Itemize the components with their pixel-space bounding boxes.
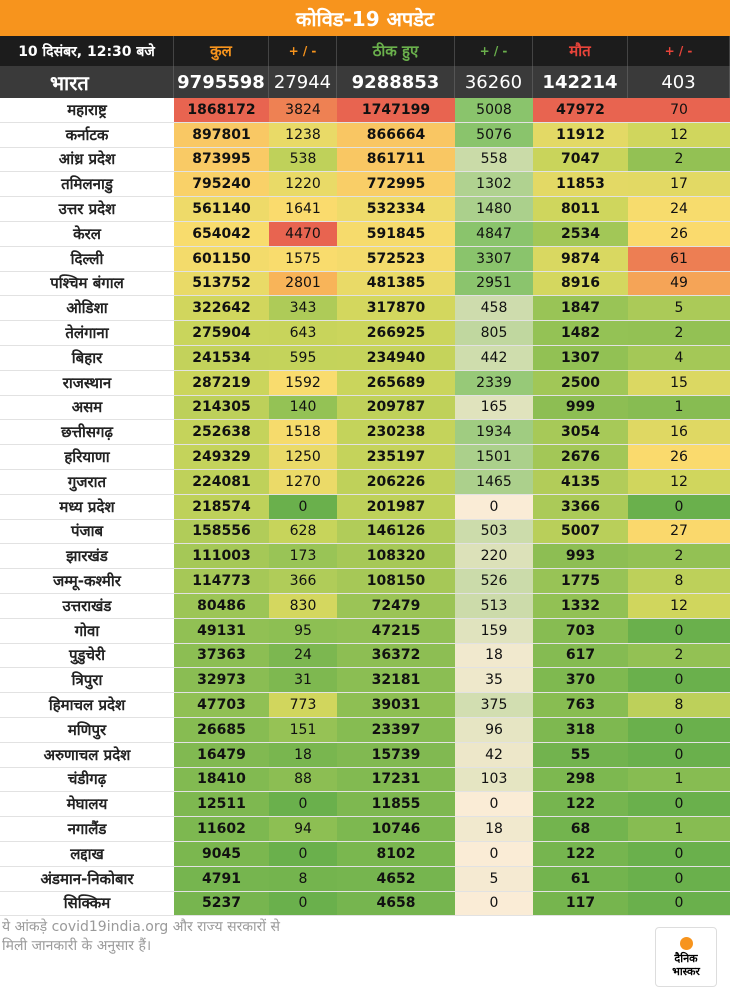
total-delta-cell: 773 [269,693,337,717]
recovered-delta-cell: 2339 [455,371,533,395]
recovered-delta-cell: 375 [455,693,533,717]
total-delta-cell: 4470 [269,222,337,246]
total-cell: 18410 [174,768,269,792]
recovered-delta-header: + / - [455,36,533,66]
recovered-cell: 591845 [337,222,455,246]
deaths-delta-cell: 1 [628,396,730,420]
recovered-cell: 234940 [337,346,455,370]
recovered-delta-cell: 513 [455,594,533,618]
total-cell: 1868172 [174,98,269,122]
total-delta-cell: 151 [269,718,337,742]
recovered-delta-cell: 4847 [455,222,533,246]
state-name: दिल्ली [0,247,174,271]
table-row [0,544,730,569]
recovered-cell: 108150 [337,569,455,593]
deaths-header: मौत [533,36,628,66]
recovered-delta-cell: 3307 [455,247,533,271]
deaths-cell: 68 [533,817,628,841]
deaths-delta-cell: 5 [628,296,730,320]
table-row [0,569,730,594]
recovered-delta-cell: 165 [455,396,533,420]
deaths-cell: 9874 [533,247,628,271]
total-cell: 214305 [174,396,269,420]
recovered-delta-cell: 18 [455,644,533,668]
deaths-delta-cell: 24 [628,197,730,221]
deaths-cell: 1775 [533,569,628,593]
table-row [0,668,730,693]
total-delta-cell: 95 [269,619,337,643]
deaths-delta-cell: 0 [628,495,730,519]
total-cell: 26685 [174,718,269,742]
deaths-cell: 55 [533,743,628,767]
table-row [0,495,730,520]
recovered-cell: 235197 [337,445,455,469]
state-name: सिक्किम [0,892,174,916]
state-name: असम [0,396,174,420]
table-row [0,172,730,197]
table-row [0,892,730,917]
state-name: चंडीगढ़ [0,768,174,792]
table-row [0,693,730,718]
total-cell: 114773 [174,569,269,593]
recovered-cell: 532334 [337,197,455,221]
deaths-delta-cell: 61 [628,247,730,271]
recovered-cell: 8102 [337,842,455,866]
state-name: बिहार [0,346,174,370]
table-row [0,123,730,148]
recovered-delta-cell: 103 [455,768,533,792]
total-cell: 111003 [174,544,269,568]
total-cell: 80486 [174,594,269,618]
state-name: तमिलनाडु [0,172,174,196]
recovered-delta-cell: 503 [455,520,533,544]
recovered-cell: 108320 [337,544,455,568]
total-delta-cell: 1238 [269,123,337,147]
total-delta-cell: 343 [269,296,337,320]
recovered-delta-cell: 0 [455,792,533,816]
recovered-cell: 572523 [337,247,455,271]
deaths-delta-cell: 15 [628,371,730,395]
total-delta-cell: 643 [269,321,337,345]
sun-icon [680,937,693,950]
total-delta-cell: 0 [269,792,337,816]
total-cell: 47703 [174,693,269,717]
deaths-delta-cell: 0 [628,892,730,916]
deaths-cell: 2676 [533,445,628,469]
total-delta-cell: 24 [269,644,337,668]
deaths-delta-cell: 70 [628,98,730,122]
table-row [0,272,730,297]
total-cell: 561140 [174,197,269,221]
recovered-cell: 317870 [337,296,455,320]
deaths-cell: 993 [533,544,628,568]
state-name: अंडमान-निकोबार [0,867,174,891]
deaths-delta-cell: 8 [628,569,730,593]
total-cell: 275904 [174,321,269,345]
recovered-cell: 15739 [337,743,455,767]
table-row [0,247,730,272]
source-note-line2: मिली जानकारी के अनुसार हैं। [2,938,152,954]
state-name: त्रिपुरा [0,668,174,692]
state-name: नगालैंड [0,817,174,841]
total-delta-cell: 830 [269,594,337,618]
deaths-cell: 1332 [533,594,628,618]
table-row [0,98,730,123]
recovered-delta-cell: 159 [455,619,533,643]
state-name: पुडुचेरी [0,644,174,668]
total-delta-cell: 94 [269,817,337,841]
deaths-delta-cell: 2 [628,148,730,172]
deaths-delta-cell: 0 [628,619,730,643]
state-name: केरल [0,222,174,246]
total-delta-cell: 1592 [269,371,337,395]
state-name: मेघालय [0,792,174,816]
total-delta-header: + / - [269,36,337,66]
recovered-cell: 481385 [337,272,455,296]
recovered-delta-cell: 18 [455,817,533,841]
deaths-cell: 763 [533,693,628,717]
deaths-cell: 122 [533,842,628,866]
recovered-cell: 146126 [337,520,455,544]
total-delta-cell: 595 [269,346,337,370]
total-cell: 241534 [174,346,269,370]
logo-line1: दैनिक [674,951,698,965]
recovered-delta-cell: 1934 [455,420,533,444]
total-delta-cell: 1250 [269,445,337,469]
recovered-header: ठीक हुए [337,36,455,66]
deaths-delta-cell: 1 [628,768,730,792]
state-name: तेलंगाना [0,321,174,345]
deaths-delta-cell: 0 [628,743,730,767]
state-name: उत्तर प्रदेश [0,197,174,221]
recovered-cell: 4652 [337,867,455,891]
total-cell: 322642 [174,296,269,320]
total-cell: 601150 [174,247,269,271]
recovered-delta-cell: 1480 [455,197,533,221]
table-row [0,644,730,669]
total-delta-cell: 0 [269,842,337,866]
total-delta-cell: 1220 [269,172,337,196]
total-cell: 513752 [174,272,269,296]
total-cell: 32973 [174,668,269,692]
deaths-cell: 8916 [533,272,628,296]
state-name: अरुणाचल प्रदेश [0,743,174,767]
total-delta-cell: 538 [269,148,337,172]
total-header: कुल [174,36,269,66]
source-note-line1: ये आंकड़े covid19india.org और राज्य सरकारों से [2,919,280,935]
recovered-cell: 72479 [337,594,455,618]
total-delta-cell: 0 [269,892,337,916]
total-cell: 49131 [174,619,269,643]
recovered-delta-cell: 805 [455,321,533,345]
table-row [0,619,730,644]
deaths-cell: 999 [533,396,628,420]
state-name: गोवा [0,619,174,643]
india-deaths: 142214 [533,66,628,98]
state-name: हरियाणा [0,445,174,469]
table-row [0,296,730,321]
table-row [0,321,730,346]
deaths-delta-cell: 17 [628,172,730,196]
recovered-cell: 201987 [337,495,455,519]
deaths-delta-cell: 0 [628,867,730,891]
table-row [0,594,730,619]
deaths-delta-cell: 26 [628,445,730,469]
recovered-delta-cell: 0 [455,892,533,916]
table-row [0,445,730,470]
recovered-delta-cell: 220 [455,544,533,568]
table-row [0,470,730,495]
deaths-delta-cell: 0 [628,668,730,692]
total-cell: 4791 [174,867,269,891]
table-row [0,346,730,371]
recovered-delta-cell: 442 [455,346,533,370]
total-delta-cell: 31 [269,668,337,692]
state-name: जम्मू-कश्मीर [0,569,174,593]
date-header: 10 दिसंबर, 12:30 बजे [0,36,174,66]
deaths-cell: 370 [533,668,628,692]
deaths-delta-cell: 8 [628,693,730,717]
state-name: राजस्थान [0,371,174,395]
table-row [0,743,730,768]
deaths-delta-cell: 0 [628,792,730,816]
total-delta-cell: 18 [269,743,337,767]
india-total-delta: 27944 [269,66,337,98]
deaths-delta-cell: 12 [628,123,730,147]
state-name: मणिपुर [0,718,174,742]
deaths-cell: 703 [533,619,628,643]
recovered-cell: 23397 [337,718,455,742]
table-row [0,420,730,445]
deaths-cell: 617 [533,644,628,668]
total-cell: 654042 [174,222,269,246]
recovered-cell: 11855 [337,792,455,816]
table-row [0,768,730,793]
total-cell: 224081 [174,470,269,494]
deaths-cell: 5007 [533,520,628,544]
table-row [0,222,730,247]
state-name: पश्चिम बंगाल [0,272,174,296]
recovered-delta-cell: 1501 [455,445,533,469]
deaths-cell: 4135 [533,470,628,494]
total-delta-cell: 173 [269,544,337,568]
total-delta-cell: 140 [269,396,337,420]
india-label: भारत [0,66,174,98]
deaths-cell: 2534 [533,222,628,246]
table-row [0,867,730,892]
deaths-delta-cell: 2 [628,544,730,568]
total-delta-cell: 1575 [269,247,337,271]
state-name: कर्नाटक [0,123,174,147]
recovered-cell: 17231 [337,768,455,792]
india-recovered-delta: 36260 [455,66,533,98]
total-cell: 9045 [174,842,269,866]
total-cell: 37363 [174,644,269,668]
total-cell: 218574 [174,495,269,519]
total-cell: 5237 [174,892,269,916]
total-delta-cell: 366 [269,569,337,593]
india-recovered: 9288853 [337,66,455,98]
state-name: गुजरात [0,470,174,494]
total-cell: 897801 [174,123,269,147]
total-delta-cell: 1518 [269,420,337,444]
state-name: हिमाचल प्रदेश [0,693,174,717]
recovered-cell: 47215 [337,619,455,643]
deaths-cell: 2500 [533,371,628,395]
deaths-delta-cell: 4 [628,346,730,370]
total-delta-cell: 628 [269,520,337,544]
deaths-delta-cell: 26 [628,222,730,246]
state-name: छत्तीसगढ़ [0,420,174,444]
recovered-delta-cell: 1302 [455,172,533,196]
page-title: कोविड-19 अपडेट [0,0,730,36]
state-name: लद्दाख [0,842,174,866]
deaths-delta-cell: 16 [628,420,730,444]
deaths-cell: 7047 [533,148,628,172]
deaths-delta-cell: 2 [628,321,730,345]
table-row [0,371,730,396]
table-row [0,718,730,743]
table-row [0,520,730,545]
deaths-cell: 61 [533,867,628,891]
recovered-cell: 4658 [337,892,455,916]
deaths-cell: 117 [533,892,628,916]
table-row [0,817,730,842]
total-cell: 287219 [174,371,269,395]
state-name: मध्य प्रदेश [0,495,174,519]
table-row [0,197,730,222]
total-cell: 16479 [174,743,269,767]
recovered-delta-cell: 526 [455,569,533,593]
recovered-cell: 861711 [337,148,455,172]
total-delta-cell: 1270 [269,470,337,494]
recovered-cell: 1747199 [337,98,455,122]
recovered-cell: 39031 [337,693,455,717]
deaths-cell: 11912 [533,123,628,147]
total-delta-cell: 8 [269,867,337,891]
deaths-cell: 122 [533,792,628,816]
table-row [0,148,730,173]
deaths-cell: 318 [533,718,628,742]
table-row [0,792,730,817]
recovered-cell: 266925 [337,321,455,345]
deaths-delta-cell: 0 [628,718,730,742]
table-header [0,36,730,66]
logo-line2: भास्कर [672,964,700,978]
recovered-delta-cell: 0 [455,842,533,866]
recovered-delta-cell: 5 [455,867,533,891]
deaths-delta-cell: 2 [628,644,730,668]
deaths-cell: 298 [533,768,628,792]
state-name: महाराष्ट्र [0,98,174,122]
state-table [0,98,730,916]
recovered-cell: 206226 [337,470,455,494]
state-name: झारखंड [0,544,174,568]
state-name: उत्तराखंड [0,594,174,618]
deaths-cell: 1307 [533,346,628,370]
recovered-delta-cell: 558 [455,148,533,172]
recovered-cell: 10746 [337,817,455,841]
total-cell: 252638 [174,420,269,444]
total-delta-cell: 88 [269,768,337,792]
recovered-cell: 772995 [337,172,455,196]
recovered-delta-cell: 35 [455,668,533,692]
recovered-cell: 265689 [337,371,455,395]
recovered-delta-cell: 42 [455,743,533,767]
deaths-cell: 47972 [533,98,628,122]
recovered-cell: 230238 [337,420,455,444]
total-delta-cell: 2801 [269,272,337,296]
deaths-cell: 8011 [533,197,628,221]
total-cell: 12511 [174,792,269,816]
deaths-delta-cell: 12 [628,470,730,494]
recovered-cell: 32181 [337,668,455,692]
recovered-delta-cell: 5008 [455,98,533,122]
total-cell: 158556 [174,520,269,544]
deaths-cell: 3366 [533,495,628,519]
deaths-delta-header: + / - [628,36,730,66]
deaths-delta-cell: 0 [628,842,730,866]
dainik-bhaskar-logo [655,927,717,987]
recovered-cell: 36372 [337,644,455,668]
recovered-delta-cell: 2951 [455,272,533,296]
recovered-delta-cell: 5076 [455,123,533,147]
recovered-delta-cell: 0 [455,495,533,519]
deaths-cell: 1482 [533,321,628,345]
india-total-row [0,66,730,98]
state-name: पंजाब [0,520,174,544]
deaths-delta-cell: 27 [628,520,730,544]
deaths-cell: 3054 [533,420,628,444]
recovered-delta-cell: 96 [455,718,533,742]
source-note [2,918,362,956]
recovered-cell: 209787 [337,396,455,420]
total-delta-cell: 1641 [269,197,337,221]
total-delta-cell: 0 [269,495,337,519]
india-total: 9795598 [174,66,269,98]
recovered-delta-cell: 1465 [455,470,533,494]
total-cell: 11602 [174,817,269,841]
total-cell: 873995 [174,148,269,172]
deaths-cell: 1847 [533,296,628,320]
recovered-cell: 866664 [337,123,455,147]
deaths-delta-cell: 49 [628,272,730,296]
state-name: ओडिशा [0,296,174,320]
table-row [0,396,730,421]
india-deaths-delta: 403 [628,66,730,98]
recovered-delta-cell: 458 [455,296,533,320]
deaths-cell: 11853 [533,172,628,196]
state-name: आंध्र प्रदेश [0,148,174,172]
total-cell: 249329 [174,445,269,469]
total-cell: 795240 [174,172,269,196]
table-row [0,842,730,867]
deaths-delta-cell: 1 [628,817,730,841]
deaths-delta-cell: 12 [628,594,730,618]
total-delta-cell: 3824 [269,98,337,122]
